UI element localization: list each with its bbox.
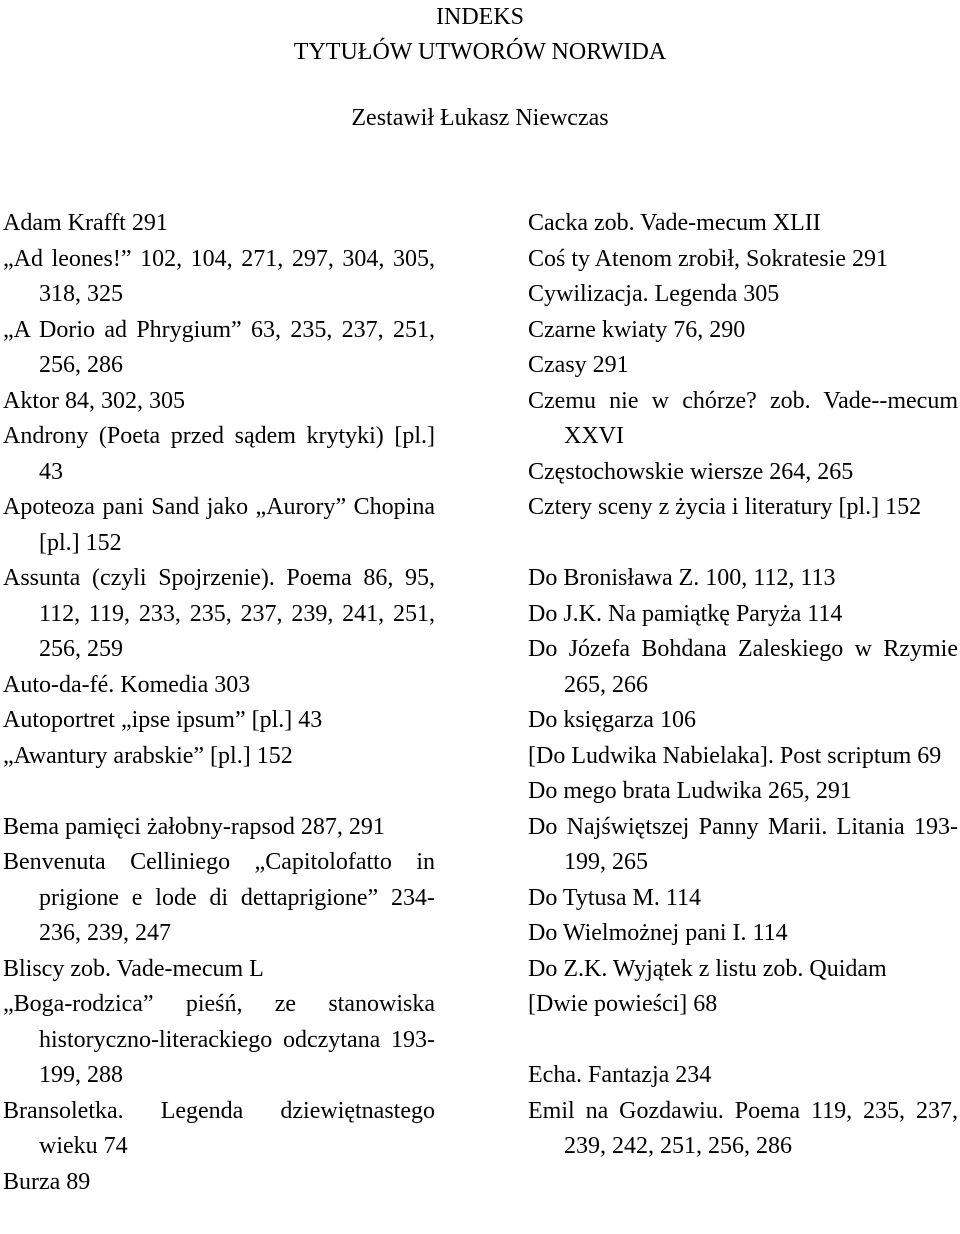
index-entry: Cacka zob. Vade-mecum XLII [528,210,821,236]
index-entry: Auto-da-fé. Komedia 303 [3,671,251,698]
index-column-right [528,206,958,1165]
index-entry: Emil na Gozdawiu. Poema 119, 235, 237, 239, 242, 251, 256, 286 [528,1097,958,1159]
index-entry: Burza 89 [3,1168,91,1195]
index-entry: Apoteoza pani Sand jako „Aurory” Chopina [pl.] 152 [3,494,435,556]
index-entry: Adam Krafft 291 [3,210,168,236]
index-entry: Benvenuta Celliniego „Capitolofatto in prigione e lode di dettaprigione” 234-236, 239, 247 [3,849,435,946]
page-header [0,0,960,70]
index-entry: Do mego brata Ludwika 265, 291 [528,778,852,804]
index-entry: [Do Ludwika Nabielaka]. Post scriptum 69 [528,742,942,769]
index-entry: „Boga-rodzica” pieśń, ze stanowiska historyczno-literackiego odczytana 193-199, 288 [3,991,435,1088]
index-entry: Bema pamięci żałobny-rapsod 287, 291 [3,813,385,840]
index-entry: Aktor 84, 302, 305 [3,387,185,414]
index-entry: Do księgarza 106 [528,707,696,733]
index-entry: Coś ty Atenom zrobił, Sokratesie 291 [528,245,888,272]
index-column-left [3,206,435,1200]
index-entry: Czasy 291 [528,352,629,378]
index-entry: Do Tytusa M. 114 [528,884,701,911]
index-entry: Cztery sceny z życia i literatury [pl.] 152 [528,494,922,520]
index-entry: „Awantury arabskie” [pl.] 152 [3,742,293,769]
index-entry: Do J.K. Na pamiątkę Paryża 114 [528,600,843,627]
index-entry: Do Z.K. Wyjątek z listu zob. Quidam [528,955,887,982]
index-entry: „A Dorio ad Phrygium” 63, 235, 237, 251, 256, 286 [3,316,435,378]
index-entry: Bliscy zob. Vade-mecum L [3,955,264,982]
index-entry: Częstochowskie wiersze 264, 265 [528,458,854,485]
index-entry: „Ad leones!” 102, 104, 271, 297, 304, 305, 318, 325 [3,245,435,307]
index-entry: [Dwie powieści] 68 [528,991,718,1017]
index-entry: Do Wielmożnej pani I. 114 [528,920,788,946]
index-entry: Assunta (czyli Spojrzenie). Poema 86, 95, 112, 119, 233, 235, 237, 239, 241, 251, 256, 259 [3,565,435,662]
index-entry: Do Najświętszej Panny Marii. Litania 193-199, 265 [528,813,958,875]
index-entry: Echa. Fantazja 234 [528,1062,712,1088]
index-subtitle-title: TYTUŁÓW UTWORÓW NORWIDA [293,39,667,65]
index-entry: Do Bronisława Z. 100, 112, 113 [528,565,836,591]
index-entry: Cywilizacja. Legenda 305 [528,281,780,307]
index-entry: Czemu nie w chórze? zob. Vade--mecum XXVI [528,387,958,449]
index-entry: Do Józefa Bohdana Zaleskiego w Rzymie 265, 266 [528,636,958,698]
index-title: INDEKS [436,4,524,30]
index-entry: Czarne kwiaty 76, 290 [528,316,746,343]
index-entry: Autoportret „ipse ipsum” [pl.] 43 [3,707,323,733]
index-entry: Bransoletka. Legenda dziewiętnastego wieku 74 [3,1097,435,1159]
index-entry: Androny (Poeta przed sądem krytyki) [pl.] 43 [3,423,435,485]
compiler-credit: Zestawił Łukasz Niewczas [351,105,609,131]
